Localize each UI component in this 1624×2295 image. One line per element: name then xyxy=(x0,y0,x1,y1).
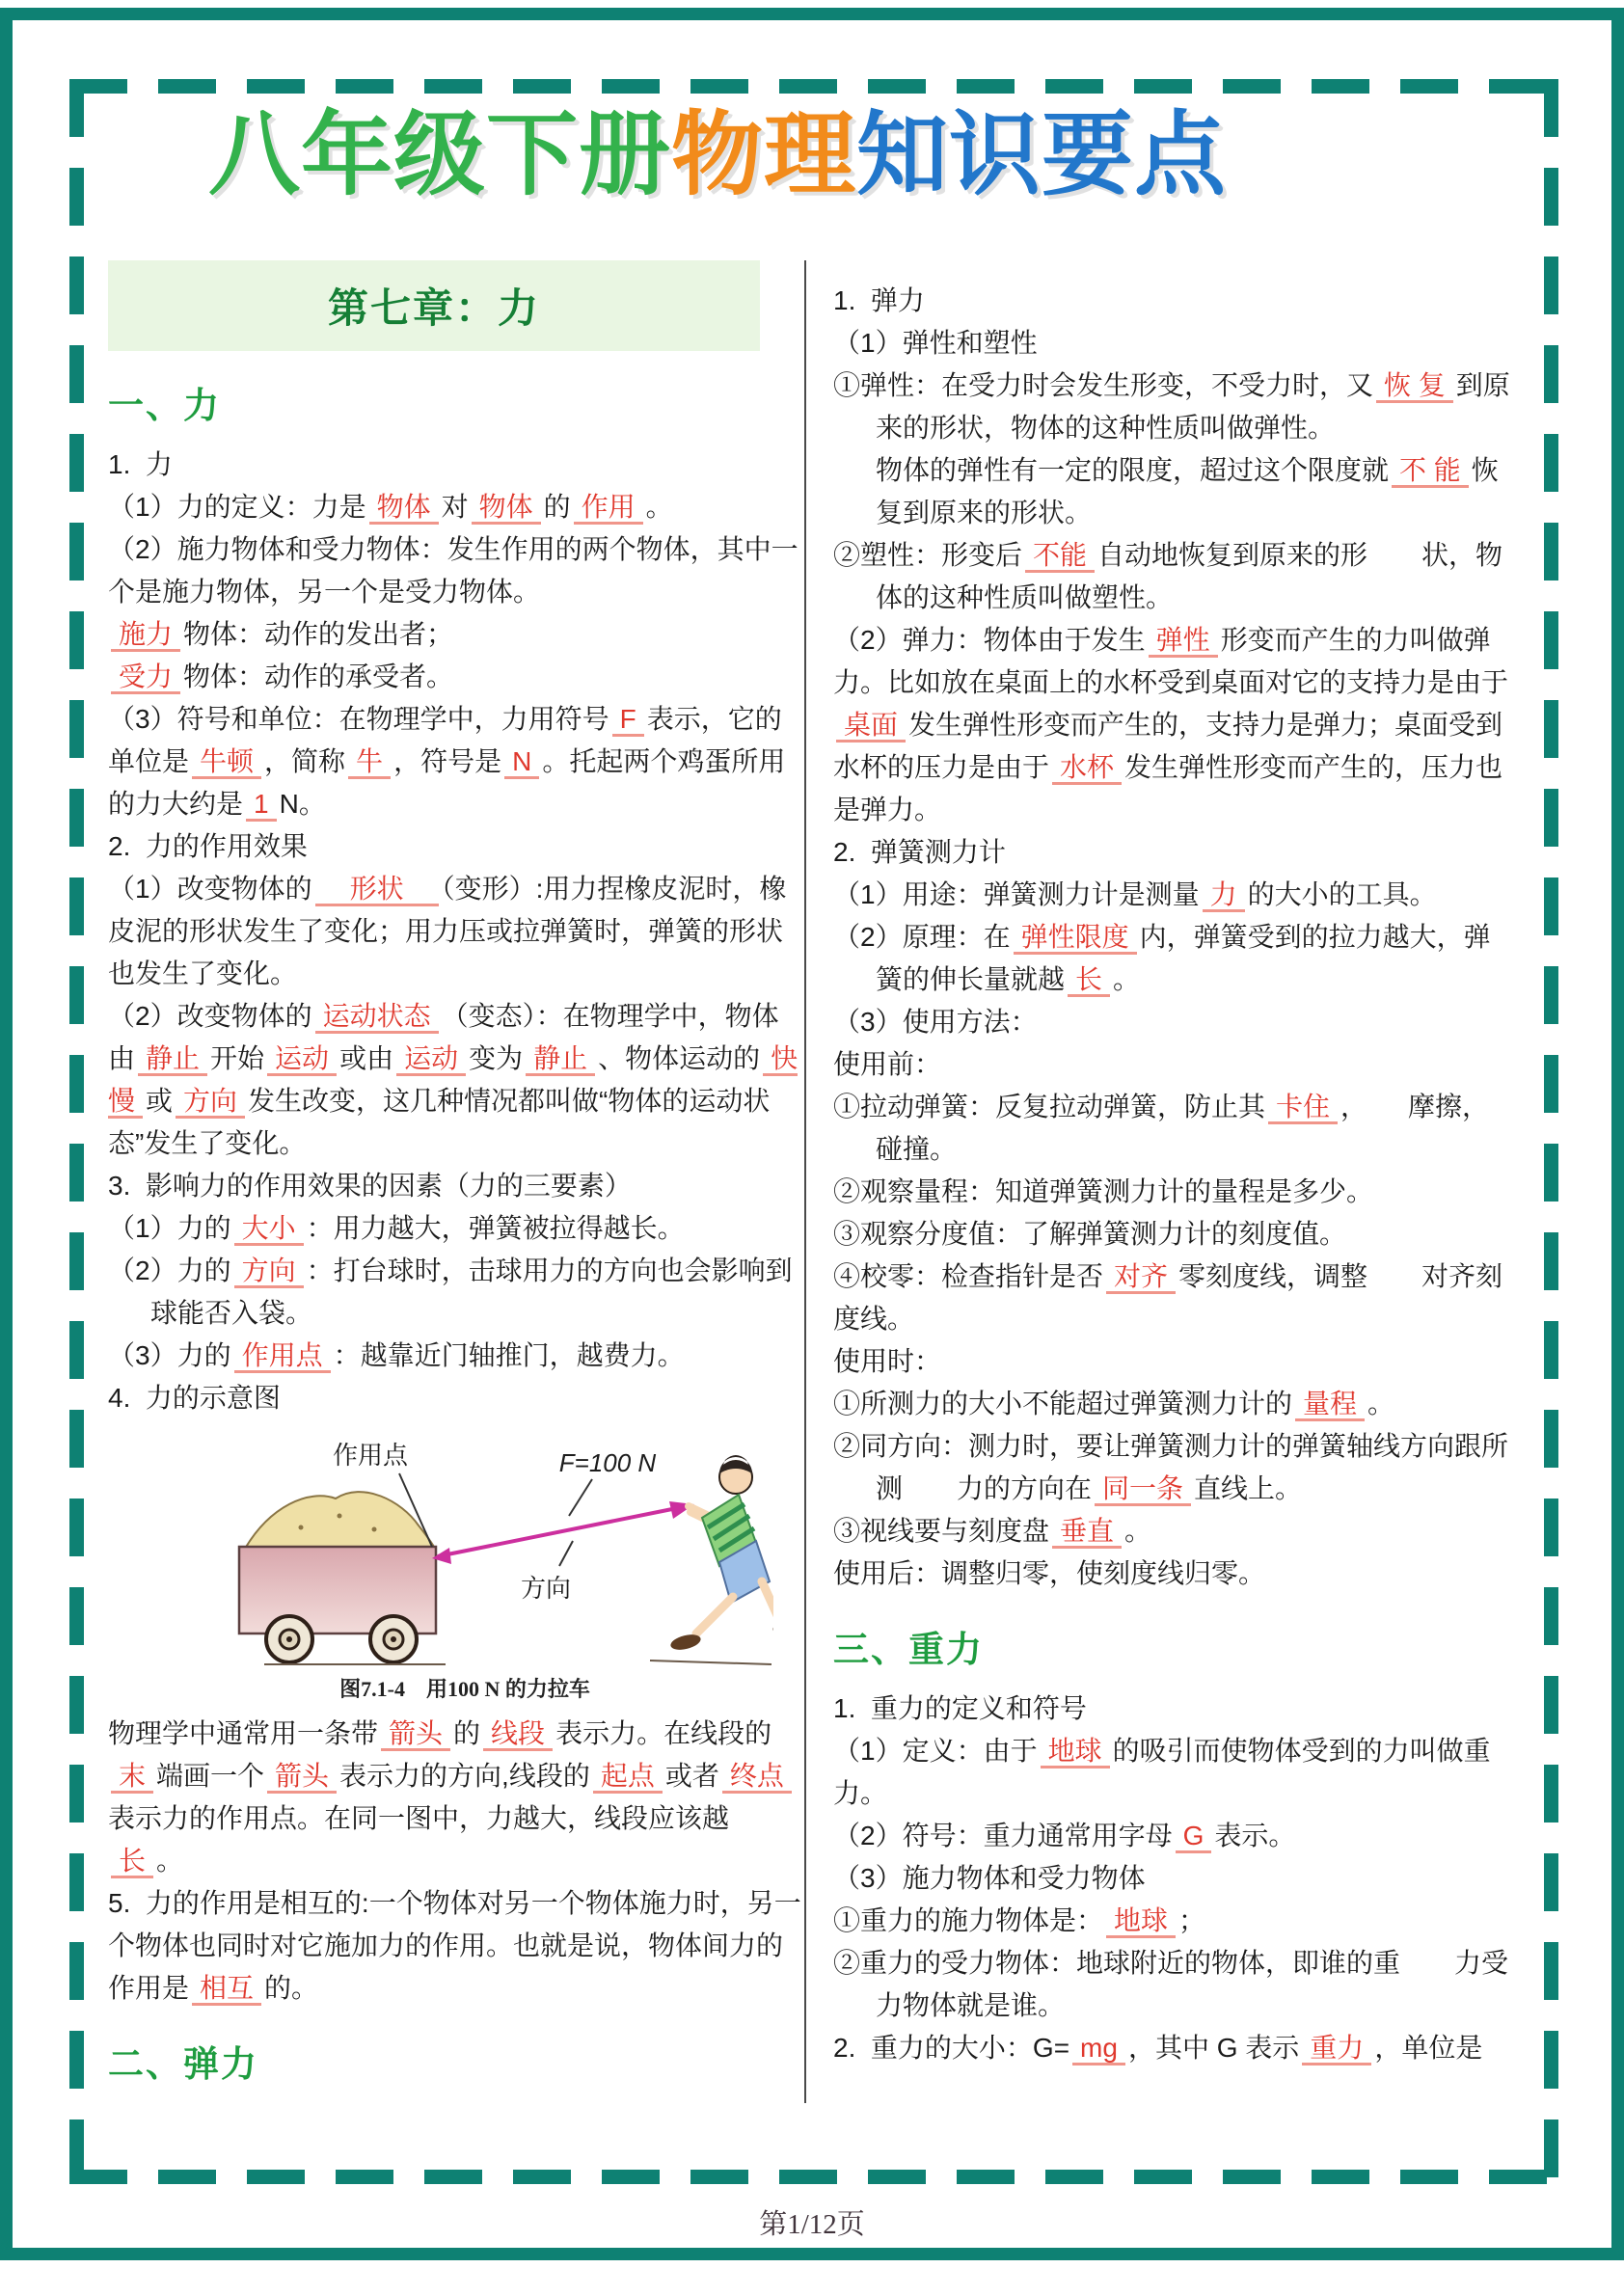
text-run: （1）力的 xyxy=(108,1213,231,1244)
title-part-keypoints: 知识要点 xyxy=(856,104,1228,206)
figure-caption: 图7.1-4 用100 N 的力拉车 xyxy=(339,1677,590,1702)
paragraph xyxy=(833,1256,1514,1340)
paragraph xyxy=(833,280,1514,322)
blank-answer: 末 xyxy=(111,1761,153,1794)
text-run: ，其中 G 表示 xyxy=(1127,2033,1300,2064)
paragraph xyxy=(833,1001,1514,1043)
blank-answer: 形状 xyxy=(315,874,439,906)
text-run: 表示力的方向,线段的 xyxy=(339,1761,590,1792)
force-diagram-figure xyxy=(156,1435,773,1703)
paragraph xyxy=(833,916,1514,1001)
text-run: 1. 弹力 xyxy=(833,285,925,315)
blank-answer: 大小 xyxy=(234,1213,304,1246)
blank-answer: 终点 xyxy=(722,1761,792,1794)
text-run: ②观察量程：知道弹簧测力计的量程是多少。 xyxy=(833,1176,1374,1206)
text-run: 零刻度线，调整 对齐刻度线。 xyxy=(833,1261,1503,1334)
two-column-layout xyxy=(108,260,1516,2103)
text-run: 。 xyxy=(1367,1389,1395,1418)
text-run: 。 xyxy=(1124,1516,1152,1546)
paragraph xyxy=(833,1815,1514,1857)
paragraph xyxy=(833,831,1514,874)
text-run: 恢复到原来的形状。 xyxy=(876,455,1499,527)
text-run: 。托起两个鸡蛋所用的力大约是 xyxy=(108,746,786,820)
blank-answer: 方向 xyxy=(176,1086,245,1119)
text-run: 开始 xyxy=(210,1043,265,1074)
paragraph xyxy=(833,2027,1514,2069)
text-run: 物理学中通常用一条带 xyxy=(108,1718,379,1749)
text-run: ④校零：检查指针是否 xyxy=(833,1261,1104,1291)
text-run: 表示力。在线段的 xyxy=(555,1718,772,1749)
text-run: 物体：动作的发出者； xyxy=(183,619,454,650)
paragraph xyxy=(108,528,804,613)
sand-pile xyxy=(245,1492,435,1549)
figure-illustration xyxy=(156,1435,773,1666)
text-run: （2）力的 xyxy=(108,1256,231,1286)
paragraph xyxy=(108,995,804,1165)
text-run: 使用前： xyxy=(833,1049,942,1079)
blank-answer: 水杯 xyxy=(1052,752,1122,785)
text-run: （1）用途：弹簧测力计是测量 xyxy=(833,879,1200,909)
text-run: 直线上。 xyxy=(1194,1473,1303,1503)
paragraph xyxy=(108,825,804,868)
text-run: 的吸引而使物体受到的力叫做重力。 xyxy=(833,1736,1491,1809)
text-run: ，单位是 xyxy=(1374,2033,1483,2064)
blank-answer: mg xyxy=(1072,2033,1125,2066)
paragraph xyxy=(833,1510,1514,1552)
text-run: 表示，它的单位是 xyxy=(108,704,782,777)
blank-answer: F xyxy=(612,704,644,737)
blank-answer: 快慢 xyxy=(108,1043,798,1119)
text-run: 。 xyxy=(645,492,673,523)
text-run: 4. 力的示意图 xyxy=(108,1383,281,1414)
text-run: 变为 xyxy=(469,1043,524,1074)
dashed-border-bottom xyxy=(69,2170,1558,2184)
text-run: 或由 xyxy=(339,1043,394,1074)
blank-answer: 运动状态 xyxy=(315,1001,439,1034)
paragraph xyxy=(833,1043,1514,1086)
paragraph xyxy=(108,1377,804,1419)
text-run: ：越靠近门轴推门，越费力。 xyxy=(333,1340,685,1371)
blank-answer: 地球 xyxy=(1106,1905,1176,1938)
paragraph xyxy=(833,1171,1514,1213)
text-run: 形变而产生的力叫做弹力。比如放在桌面上的水杯受到桌面对它的支持力是由于 xyxy=(833,625,1509,697)
force-value-label: F=100 N xyxy=(558,1448,657,1478)
text-run: 内，弹簧受到的拉力越大，弹簧的伸长量就越 xyxy=(876,922,1491,994)
paragraph xyxy=(833,1857,1514,1900)
blank-answer: 静止 xyxy=(526,1043,595,1076)
paragraph xyxy=(833,1383,1514,1425)
paragraph xyxy=(108,1207,804,1250)
text-run: ①重力的施力物体是： xyxy=(833,1905,1104,1936)
paragraph xyxy=(108,1165,804,1207)
text-run: 的大小的工具。 xyxy=(1247,879,1437,909)
paragraph xyxy=(108,613,804,656)
force-arrow-line xyxy=(438,1508,677,1556)
text-run: （3）施力物体和受力物体 xyxy=(833,1863,1146,1894)
text-run: N。 xyxy=(279,789,326,820)
blank-answer: 箭头 xyxy=(267,1761,337,1794)
paragraph xyxy=(833,1688,1514,1730)
paragraph xyxy=(833,1340,1514,1383)
dashed-border-left xyxy=(69,79,84,2184)
text-run: （变态）：在物理学中，物体由 xyxy=(108,1001,779,1074)
paragraph xyxy=(833,1730,1514,1815)
blank-answer: 牛顿 xyxy=(192,746,261,779)
text-run: 2. 力的作用效果 xyxy=(108,831,308,862)
text-run: ②重力的受力物体：地球附近的物体，即谁的重 力受力物体就是谁。 xyxy=(833,1948,1509,2021)
text-run: ③视线要与刻度盘 xyxy=(833,1516,1050,1546)
right-column xyxy=(806,260,1514,2103)
paragraph xyxy=(108,698,804,825)
blank-answer: 物体 xyxy=(472,492,541,525)
text-run: （3）符号和单位：在物理学中，力用符号 xyxy=(108,704,609,735)
text-run: ②同方向：测力时，要让弹簧测力计的弹簧轴线方向跟所测 力的方向在 xyxy=(833,1431,1509,1503)
paragraph xyxy=(833,1086,1514,1171)
blank-answer: 作用 xyxy=(574,492,643,525)
text-run: 2. 弹簧测力计 xyxy=(833,837,1006,867)
direction-label: 方向 xyxy=(520,1574,572,1604)
text-run: ：打台球时，击球用力的方向也会影响到球能否入袋。 xyxy=(150,1256,793,1329)
blank-answer: 力 xyxy=(1203,879,1245,912)
text-run: ①拉动弹簧：反复拉动弹簧，防止其 xyxy=(833,1092,1266,1121)
text-run: （1）定义：由于 xyxy=(833,1736,1038,1767)
text-run: 自动地恢复到原来的形 状，物体的这种性质叫做塑性。 xyxy=(876,540,1503,612)
paragraph xyxy=(108,868,804,995)
text-run: （3）使用方法： xyxy=(833,1007,1038,1037)
text-run: （1）弹性和塑性 xyxy=(833,328,1038,358)
text-run: ①弹性：在受力时会发生形变，不受力时，又 xyxy=(833,370,1374,400)
text-run: （3）力的 xyxy=(108,1340,231,1371)
text-run: ； xyxy=(1178,1905,1206,1936)
blank-answer: N xyxy=(504,746,539,779)
person-pulling-cart xyxy=(669,1455,773,1653)
text-run: 使用后：调整归零，使刻度线归零。 xyxy=(833,1558,1266,1588)
action-point-label: 作用点 xyxy=(332,1441,409,1471)
section-heading: 三、重力 xyxy=(833,1630,984,1669)
blank-answer: 长 xyxy=(111,1846,153,1878)
blank-answer: 不能 xyxy=(1025,540,1095,573)
blank-answer: 受力 xyxy=(111,662,180,694)
text-run: ，简称 xyxy=(264,746,346,777)
paragraph xyxy=(833,364,1514,534)
blank-answer: 物体 xyxy=(369,492,439,525)
blank-answer: 长 xyxy=(1068,964,1110,997)
text-run: 1. 力 xyxy=(108,449,173,480)
left-column-top-blocks xyxy=(108,384,804,1419)
blank-answer: 运动 xyxy=(267,1043,337,1076)
page-number: 第1/12页 xyxy=(759,2209,865,2240)
text-run: 发生改变，这几种情况都叫做“物体的运动状态”发生了变化。 xyxy=(108,1086,771,1159)
blank-answer: 运动 xyxy=(396,1043,466,1076)
chapter-header xyxy=(108,260,760,351)
text-run: 到原来的形状，物体的这种性质叫做弹性。 xyxy=(876,370,1510,443)
paragraph xyxy=(833,874,1514,916)
text-run: （2）改变物体的 xyxy=(108,1001,312,1032)
text-run: （变形）:用力捏橡皮泥时，橡皮泥的形状发生了变化；用力压或拉弹簧时，弹簧的形状也发生了变化。 xyxy=(108,874,787,989)
blank-answer: 方向 xyxy=(234,1256,304,1288)
right-column-blocks xyxy=(833,280,1514,2069)
blank-answer: 量程 xyxy=(1295,1389,1365,1421)
blank-answer: 弹性 xyxy=(1149,625,1218,658)
paragraph xyxy=(833,619,1514,831)
blank-answer: G xyxy=(1176,1821,1212,1853)
text-run: ③观察分度值：了解弹簧测力计的刻度值。 xyxy=(833,1219,1347,1249)
left-column xyxy=(108,260,806,2103)
text-run: 端画一个 xyxy=(156,1761,265,1792)
title-part-subject: 物理 xyxy=(671,104,857,206)
blank-answer: 1 xyxy=(246,789,277,822)
paragraph xyxy=(108,656,804,698)
text-run: ②塑性：形变后 xyxy=(833,540,1023,570)
page-content xyxy=(108,87,1516,2103)
text-run: 物体：动作的承受者。 xyxy=(183,662,454,692)
paragraph xyxy=(833,1425,1514,1510)
paragraph xyxy=(833,1552,1514,1595)
blank-answer: 恢 复 xyxy=(1376,370,1453,403)
blank-answer: 线段 xyxy=(483,1718,553,1751)
blank-answer: 箭头 xyxy=(381,1718,450,1751)
paragraph xyxy=(833,1900,1514,1942)
text-run: 对 xyxy=(441,492,469,523)
text-run: 或 xyxy=(146,1086,174,1117)
dashed-border-right xyxy=(1544,79,1558,2184)
blank-answer: 起点 xyxy=(593,1761,663,1794)
text-run: 。 xyxy=(1113,964,1141,994)
blank-answer: 静止 xyxy=(138,1043,207,1076)
text-run: ， 摩擦，碰撞。 xyxy=(876,1092,1490,1164)
paragraph xyxy=(108,1882,804,2010)
blank-answer: 卡住 xyxy=(1268,1092,1338,1124)
text-run: （2）符号：重力通常用字母 xyxy=(833,1821,1173,1851)
page-title xyxy=(108,87,1516,210)
text-run: （1）改变物体的 xyxy=(108,874,312,904)
text-run: 2. 重力的大小：G= xyxy=(833,2033,1070,2064)
blank-answer: 牛 xyxy=(348,746,391,779)
paragraph xyxy=(833,322,1514,364)
section-heading: 一、力 xyxy=(108,386,221,425)
text-run: ①所测力的大小不能超过弹簧测力计的 xyxy=(833,1389,1293,1418)
paragraph xyxy=(108,1713,804,1882)
text-run: （2）弹力：物体由于发生 xyxy=(833,625,1146,655)
text-run: 的 xyxy=(453,1718,481,1749)
text-run: （1）力的定义：力是 xyxy=(108,492,366,523)
text-run: 5. 力的作用是相互的:一个物体对另一个物体施力时，另一个物体也同时对它施加力的作用。也就是说，物体间力的作用是 xyxy=(108,1888,801,2004)
blank-answer: 弹性限度 xyxy=(1014,922,1137,955)
text-run: ：用力越大，弹簧被拉得越长。 xyxy=(306,1213,685,1244)
blank-answer: 施力 xyxy=(111,619,180,652)
paragraph xyxy=(108,486,804,528)
text-run: 的 xyxy=(543,492,571,523)
blank-answer: 相互 xyxy=(192,1973,261,2006)
text-run: 或者 xyxy=(664,1761,719,1792)
paragraph xyxy=(108,1250,804,1335)
text-run: ，符号是 xyxy=(393,746,502,777)
text-run: 、物体运动的 xyxy=(598,1043,761,1074)
text-run: 表示。 xyxy=(1214,1821,1296,1851)
title-part-grade: 八年级下册 xyxy=(208,104,672,206)
chapter-header-text: 第七章：力 xyxy=(327,285,540,331)
text-run: 。 xyxy=(156,1846,184,1876)
paragraph xyxy=(833,1942,1514,2027)
paragraph xyxy=(833,1213,1514,1256)
text-run: 1. 重力的定义和符号 xyxy=(833,1693,1087,1724)
paragraph xyxy=(833,534,1514,619)
text-run: 的。 xyxy=(264,1973,319,2004)
text-run: （2）施力物体和受力物体：发生作用的两个物体，其中一个是施力物体，另一个是受力物体。 xyxy=(108,534,798,608)
paragraph xyxy=(108,444,804,486)
blank-answer: 同一条 xyxy=(1095,1473,1191,1506)
blank-answer: 桌面 xyxy=(836,710,906,742)
text-run: 发生弹性形变而产生的，支持力是弹力；桌面受到水杯的压力是由于 xyxy=(833,710,1503,782)
text-run: 物体的弹性有一定的限度，超过这个限度就 xyxy=(876,455,1390,485)
text-run: （2）原理：在 xyxy=(833,922,1011,952)
blank-answer: 垂直 xyxy=(1052,1516,1122,1549)
blank-answer: 不 能 xyxy=(1392,455,1469,488)
blank-answer: 对齐 xyxy=(1106,1261,1176,1294)
blank-answer: 作用点 xyxy=(234,1340,331,1373)
blank-answer: 地球 xyxy=(1041,1736,1110,1768)
blank-answer: 重力 xyxy=(1302,2033,1371,2066)
paragraph xyxy=(108,1335,804,1377)
left-column-bottom-blocks xyxy=(108,1713,804,2087)
text-run: 发生弹性形变而产生的，压力也是弹力。 xyxy=(833,752,1503,824)
section-heading: 二、弹力 xyxy=(108,2044,258,2085)
text-run: 使用时： xyxy=(833,1346,942,1376)
text-run: 3. 影响力的作用效果的因素（力的三要素） xyxy=(108,1171,632,1202)
text-run: 表示力的作用点。在同一图中，力越大，线段应该越 xyxy=(108,1803,730,1834)
